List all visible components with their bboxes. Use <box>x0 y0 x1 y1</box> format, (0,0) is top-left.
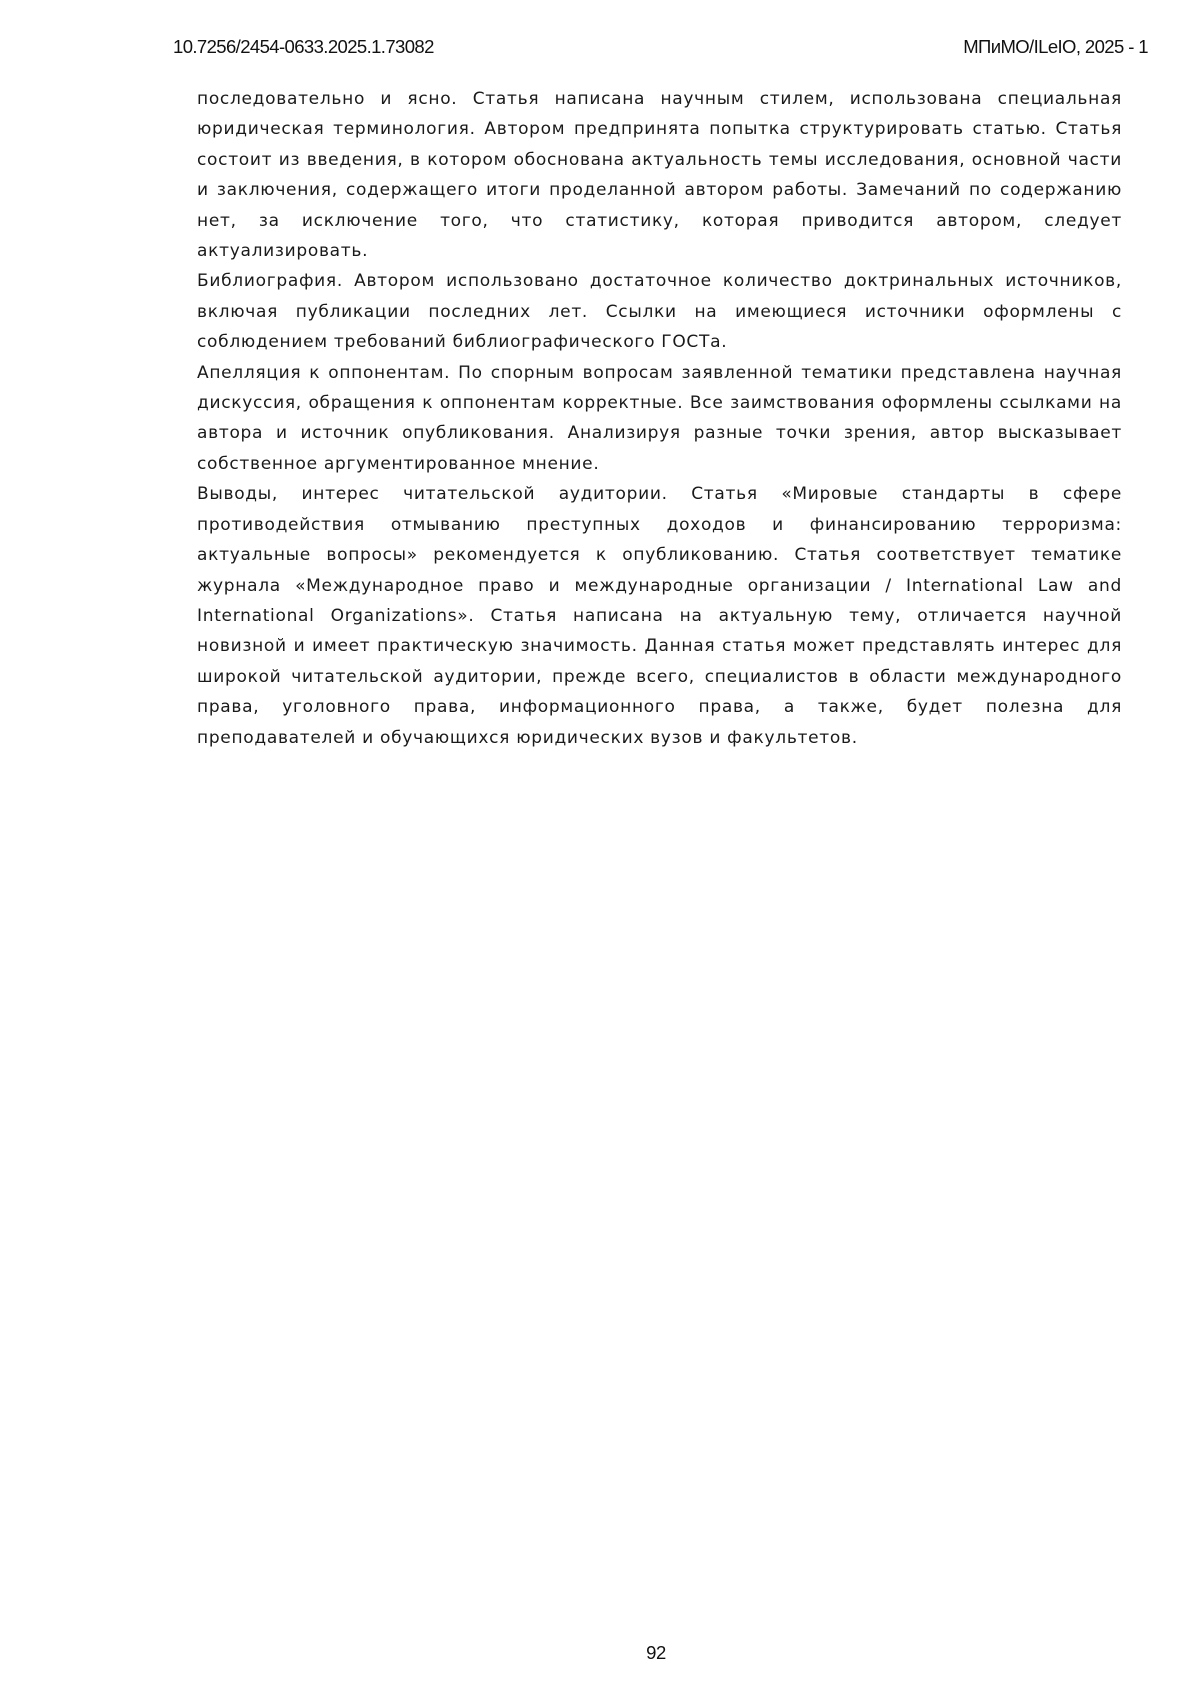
paragraph-bibliography: Библиография. Автором использовано достаточное количество доктринальных источников, включая публикации последних лет. Ссылки на имеющиеся источники оформлены с соблюдением требований библиографического ГОСТа. <box>197 271 1122 353</box>
page-number: 92 <box>646 1642 666 1663</box>
journal-issue-label: МПиМО/ILeIO, 2025 - 1 <box>963 36 1148 57</box>
paragraph-opponents: Апелляция к оппонентам. По спорным вопросам заявленной тематики представлена научная дискуссия, обращения к оппонентам корректные. Все заимствования оформлены ссылками на автора и источник опубликования. Анализируя разные точки зрения, автор высказывает собственное аргументированное мнение. <box>197 362 1122 474</box>
doi-label: 10.7256/2454-0633.2025.1.73082 <box>173 36 434 57</box>
review-text <box>197 84 1122 753</box>
paragraph-conclusions: Выводы, интерес читательской аудитории. Статья «Мировые стандарты в сфере противодействия отмыванию преступных доходов и финансированию терроризма: актуальные вопросы» рекомендуется к опубликованию. Статья соответствует тематике журнала «Международное право и международные организации / International Law and International Organizations». Статья написана на актуальную тему, отличается научной новизной и имеет практическую значимость. Данная статья может представлять интерес для широкой читательской аудитории, прежде всего, специалистов в области международного права, уголовного права, информационного права, а также, будет полезна для преподавателей и обучающихся юридических вузов и факультетов. <box>197 484 1122 748</box>
running-header <box>173 36 1148 60</box>
paragraph-structure: последовательно и ясно. Статья написана научным стилем, использована специальная юридическая терминология. Автором предпринята попытка структурировать статью. Статья состоит из введения, в котором обоснована актуальность темы исследования, основной части и заключения, содержащего итоги проделанной автором работы. Замечаний по содержанию нет, за исключение того, что статистику, которая приводится автором, следует актуализировать. <box>197 89 1122 262</box>
